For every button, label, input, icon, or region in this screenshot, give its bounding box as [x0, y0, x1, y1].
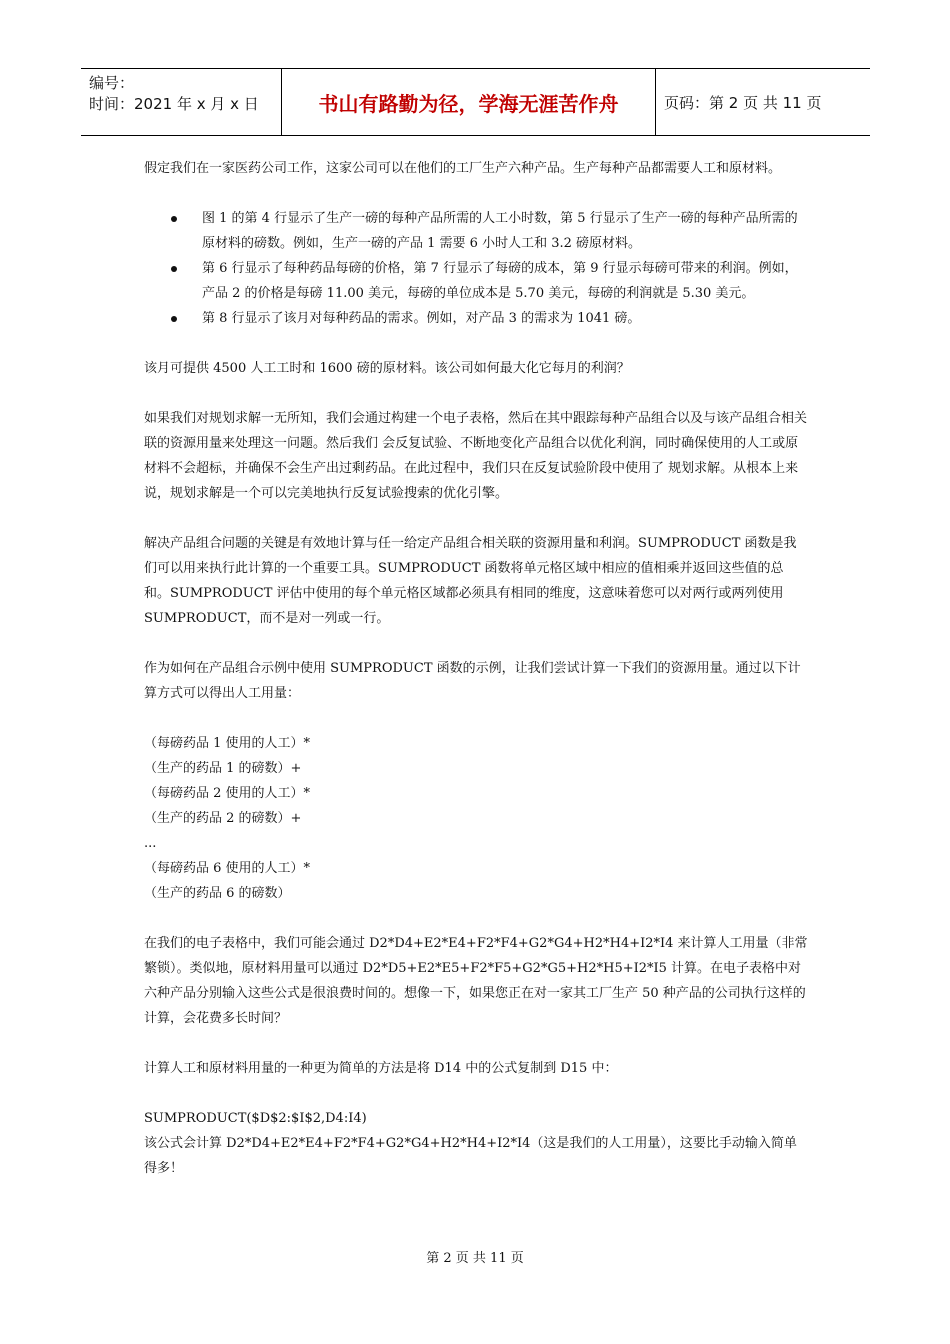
formula-line: （生产的药品 1 的磅数）+ [144, 761, 302, 776]
bullet-text: 第 6 行显示了每种药品每磅的价格，第 7 行显示了每磅的成本，第 9 行显示每磅可带来的利润。例如，产品 2 的价格是每磅 11.00 美元，每磅的单位成本是 5.70 美元，每磅的利润就是 5.30 美元。 [202, 261, 798, 301]
header-info-cell [81, 69, 282, 135]
simpler-method-paragraph: 计算人工和原材料用量的一种更为简单的方法是将 D14 中的公式复制到 D15 中： [144, 1061, 618, 1076]
solver-paragraph: 如果我们对规划求解一无所知，我们会通过构建一个电子表格，然后在其中跟踪每种产品组合以及与该产品组合相关联的资源用量来处理这一问题。然后我们 会反复试验、不断地变化产品组合以优化利润，同时确保使用的人工或原材料不会超标，并确保不会生产出过剩药品。在此过程中，我们只在反复试验阶段中使用了 规划求解。从根本上来说，规划求解是一个可以完美地执行反复试验搜索的优化引擎。 [144, 411, 808, 501]
question-paragraph: 该月可提供 4500 人工工时和 1600 磅的原材料。该公司如何最大化它每月的利润？ [144, 361, 630, 376]
bullet-item [144, 306, 808, 331]
bullet-text: 图 1 的第 4 行显示了生产一磅的每种产品所需的人工小时数，第 5 行显示了生产一磅的每种产品所需的原材料的磅数。例如，生产一磅的产品 1 需要 6 小时人工和 3.2 磅原材料。 [202, 211, 798, 251]
sumproduct-formula: SUMPRODUCT($D$2:$I$2,D4:I4) [144, 1111, 367, 1126]
footer-page-number: 第 2 页 共 11 页 [426, 1251, 524, 1266]
formula-line: （生产的药品 6 的磅数） [144, 886, 291, 901]
bullet-item [144, 206, 808, 256]
formula-line: ... [144, 836, 157, 851]
bullet-list [144, 206, 808, 331]
page-footer [0, 1247, 950, 1266]
bullet-item [144, 256, 808, 306]
formula-line: （生产的药品 2 的磅数）+ [144, 811, 302, 826]
page-label: 页码：第 2 页 共 11 页 [664, 93, 822, 112]
spreadsheet-paragraph: 在我们的电子表格中，我们可能会通过 D2*D4+E2*E4+F2*F4+G2*G4+H2*H4+I2*I4 来计算人工用量（非常繁锁）。类似地，原材料用量可以通过 D2*D5+E2*E5+F2*F5+G2*G5+H2*H5+I2*I5 计算。在电子表格中对六种产品分别输入这些公式是很浪费时间的。想像一下，如果您正在对一家其工厂生产 50 种产品的公司执行这样的计算，会花费多长时间？ [144, 936, 808, 1026]
formula-line: （每磅药品 2 使用的人工）* [144, 786, 311, 801]
bullet-text: 第 8 行显示了该月对每种药品的需求。例如，对产品 3 的需求为 1041 磅。 [202, 311, 641, 326]
formula-lines [144, 731, 808, 906]
date-label: 时间：2021 年 x 月 x 日 [89, 95, 259, 113]
formula-line: （每磅药品 6 使用的人工）* [144, 861, 311, 876]
final-paragraph: 该公式会计算 D2*D4+E2*E4+F2*F4+G2*G4+H2*H4+I2*I4（这是我们的人工用量），这要比手动输入简单得多！ [144, 1136, 797, 1176]
page-header [81, 68, 870, 136]
intro-paragraph: 假定我们在一家医药公司工作，这家公司可以在他们的工厂生产六种产品。生产每种产品都需要人工和原材料。 [144, 161, 782, 176]
bullet-dot-icon [171, 216, 177, 222]
formula-line: （每磅药品 1 使用的人工）* [144, 736, 311, 751]
example-paragraph: 作为如何在产品组合示例中使用 SUMPRODUCT 函数的示例，让我们尝试计算一下我们的资源用量。通过以下计算方式可以得出人工用量： [144, 661, 801, 701]
motto-text: 书山有路勤为径，学海无涯苦作舟 [318, 91, 619, 116]
number-label: 编号： [89, 74, 135, 92]
sumproduct-paragraph: 解决产品组合问题的关键是有效地计算与任一给定产品组合相关联的资源用量和利润。SUMPRODUCT 函数是我们可以用来执行此计算的一个重要工具。SUMPRODUCT 函数将单元格区域中相应的值相乘并返回这些值的总和。SUMPRODUCT 评估中使用的每个单元格区域都必须具有相同的维度，这意味着您可以对两行或两列使用 SUMPRODUCT，而不是对一列或一行。 [144, 536, 797, 626]
document-body [144, 156, 808, 1181]
bullet-dot-icon [171, 266, 177, 272]
header-page-cell [656, 69, 870, 135]
header-motto-cell [282, 69, 656, 135]
bullet-dot-icon [171, 316, 177, 322]
